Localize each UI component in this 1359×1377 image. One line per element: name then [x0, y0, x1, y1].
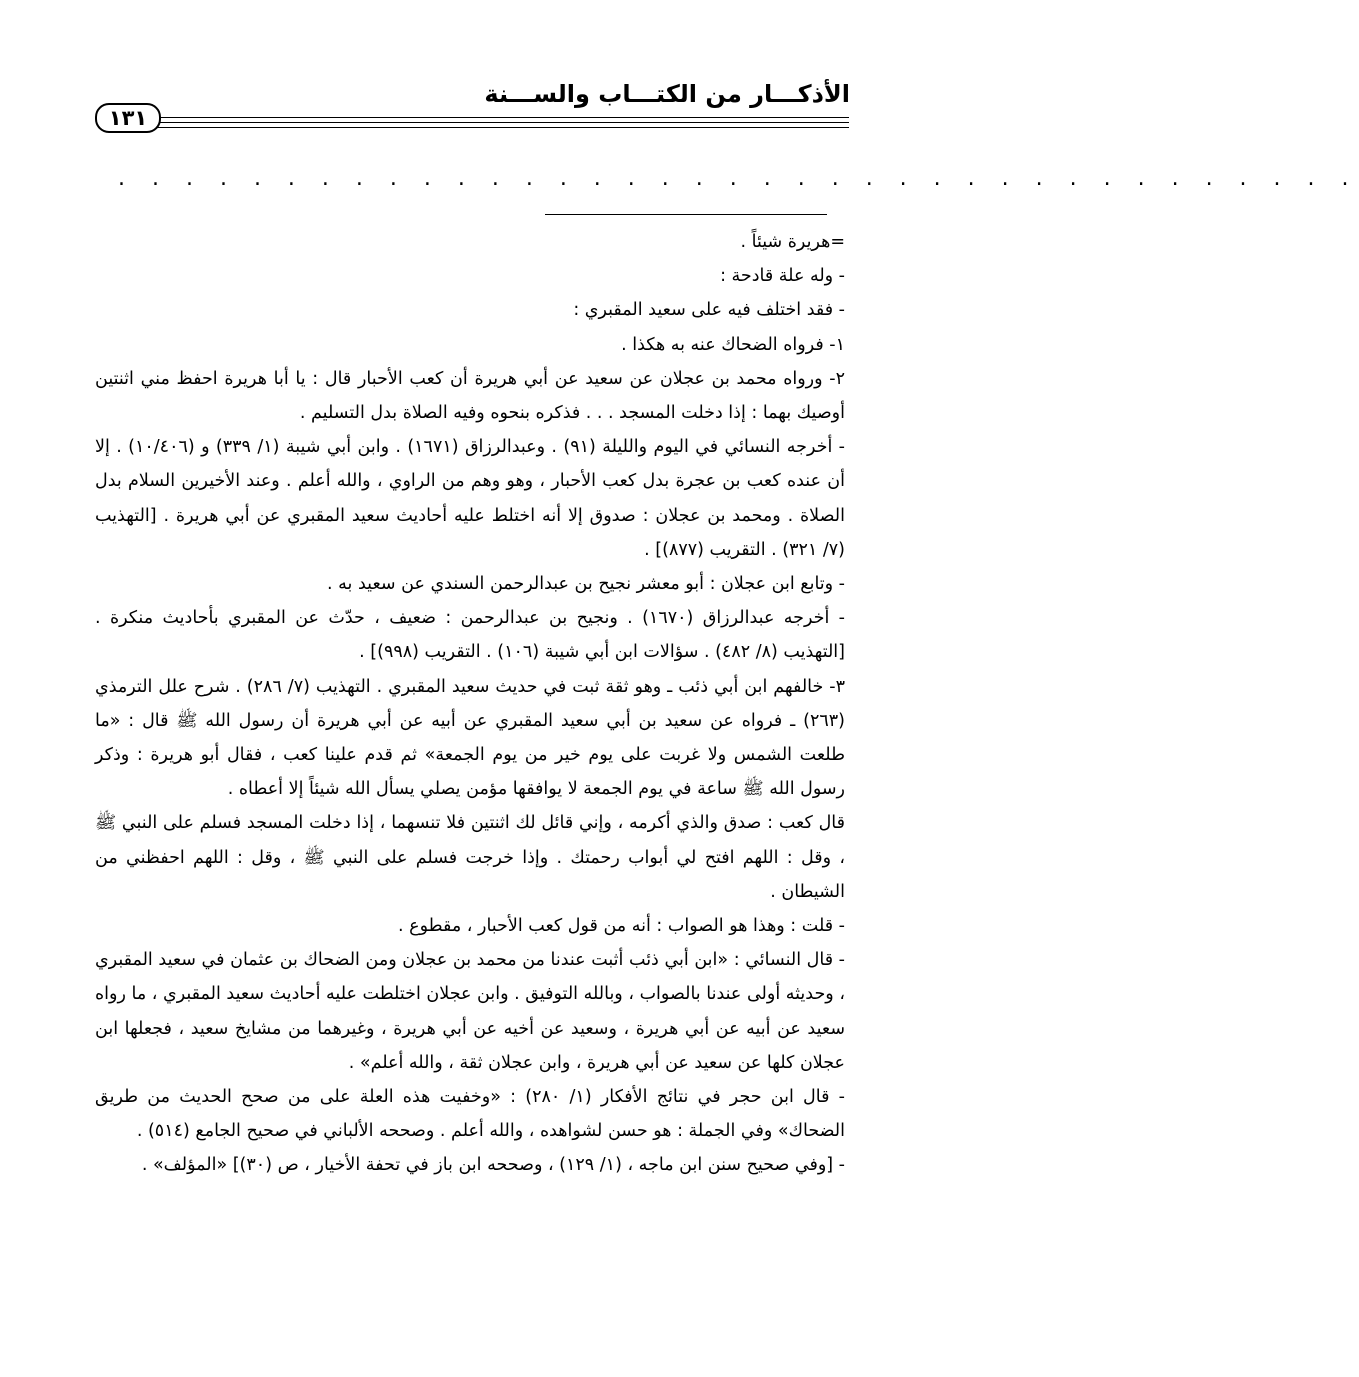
footnote-paragraph: - وله علة قادحة :: [720, 266, 845, 287]
footnote-paragraph: ٣- خالفهم ابن أبي ذئب ـ وهو ثقة ثبت في حديث سعيد المقبري . التهذيب (٧/ ٢٨٦) . شرح علل الترمذي (٢٦٣) ـ فرواه عن سعيد بن أبي سعيد المقبري عن أبيه عن أبي هريرة أن رسول الله ﷺ قال : «ما طلعت الشمس ولا غربت على يوم خير من يوم الجمعة» ثم قدم علينا كعب ، فقال أبو هريرة : وذكر رسول الله ﷺ ساعة في يوم الجمعة لا يوافقها مؤمن يصلي يسأل الله شيئاً إلا أعطاه .: [95, 676, 845, 800]
footnote-paragraph: قال كعب : صدق والذي أكرمه ، وإني قائل لك اثنتين فلا تنسهما ، إذا دخلت المسجد فسلم على النبي ﷺ ، وقل : اللهم افتح لي أبواب رحمتك . وإذا خرجت فسلم على النبي ﷺ ، وقل : اللهم احفظني من الشيطان .: [95, 813, 845, 902]
footnote-paragraph: ٢- ورواه محمد بن عجلان عن سعيد عن أبي هريرة أن كعب الأحبار قال : يا أبا هريرة احفظ مني اثنتين أوصيك بهما : إذا دخلت المسجد . . . فذكره بنحوه وفيه الصلاة بدل التسليم .: [95, 368, 845, 424]
footnote-paragraph: - قلت : وهذا هو الصواب : أنه من قول كعب الأحبار ، مقطوع .: [398, 916, 845, 937]
footnote-paragraph: - فقد اختلف فيه على سعيد المقبري :: [573, 300, 845, 321]
footnote-paragraph: - قال ابن حجر في نتائج الأفكار (١/ ٢٨٠) : «وخفيت هذه العلة على من صحح الحديث من طريق الضحاك» وفي الجملة : هو حسن لشواهده ، والله أعلم . وصححه الألباني في صحيح الجامع (٥١٤) .: [95, 1087, 845, 1142]
footnote-paragraph: ١- فرواه الضحاك عنه به هكذا .: [621, 334, 845, 355]
footnote-paragraph: - قال النسائي : «ابن أبي ذئب أثبت عندنا من محمد بن عجلان ومن الضحاك بن عثمان في سعيد المقبري ، وحديثه أولى عندنا بالصواب ، وبالله التوفيق . وابن عجلان اختلطت عليه أحاديث سعيد المقبري ، ما رواه سعيد عن أبيه عن أبي هريرة ، وسعيد عن أخيه عن أبي هريرة ، وغيرهما من مشايخ سعيد ، فجعلها ابن عجلان كلها عن سعيد عن أبي هريرة ، وابن عجلان ثقة ، والله أعلم» .: [95, 950, 845, 1073]
page-number-badge: ١٣١: [95, 103, 161, 133]
footnote-paragraph: - أخرجه النسائي في اليوم والليلة (٩١) . وعبدالرزاق (١٦٧١) . وابن أبي شيبة (١/ ٣٣٩) و (١٠/٤٠٦) . إلا أن عنده كعب بن عجرة بدل كعب الأحبار ، وهو وهم من الراوي ، والله أعلم . وعند الأخيرين السلام بدل الصلاة . ومحمد بن عجلان : صدوق إلا أنه اختلط عليه أحاديث سعيد المقبري عن أبي هريرة . [التهذيب (٧/ ٣٢١) . التقريب (٨٧٧)] .: [95, 437, 845, 560]
footnote-paragraph: - وتابع ابن عجلان : أبو معشر نجيح بن عبدالرحمن السندي عن سعيد به .: [327, 574, 845, 595]
running-header-title: الأذكـــار من الكتـــاب والســـنة: [484, 80, 850, 108]
footnote-paragraph: - أخرجه عبدالرزاق (١٦٧٠) . ونجيح بن عبدالرحمن : ضعيف ، حدّث عن المقبري بأحاديث منكرة . [التهذيب (٨/ ٤٨٢) . سؤالات ابن أبي شيبة (١٠٦) . التقريب (٩٩٨)] .: [95, 608, 845, 663]
dotted-separator: . . . . . . . . . . . . . . . . . . . . . . . . . . . . . . . . . . . . .: [118, 166, 1359, 191]
footnote-body: [95, 225, 845, 1183]
footnote-paragraph: - [وفي صحيح سنن ابن ماجه ، (١/ ١٢٩) ، وصححه ابن باز في تحفة الأخيار ، ص (٣٠)] «المؤلف» .: [141, 1155, 845, 1176]
header-rule: [155, 117, 849, 118]
header-rule: [155, 122, 849, 123]
header-rule: [155, 127, 849, 128]
footnote-separator-rule: [545, 214, 827, 215]
footnote-paragraph: =هريرة شيئاً .: [740, 232, 845, 252]
